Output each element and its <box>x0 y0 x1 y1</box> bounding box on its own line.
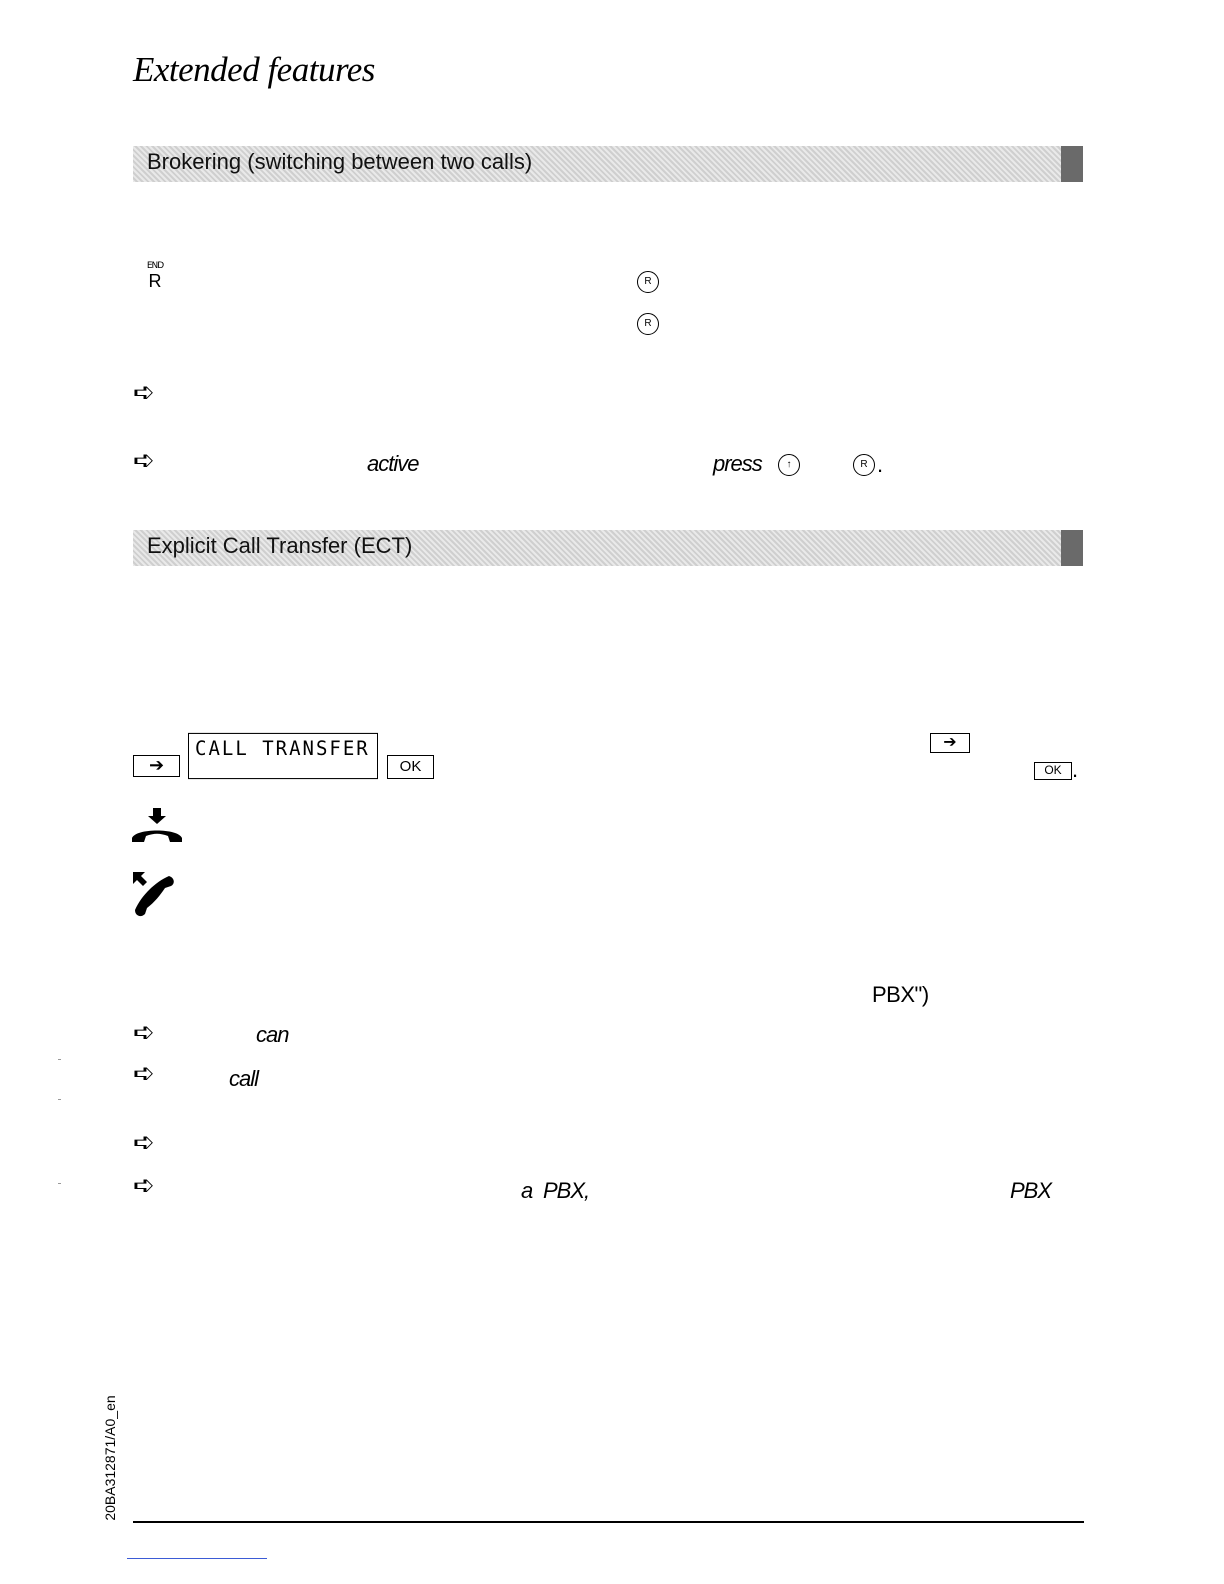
ok-key-icon: OK <box>1034 762 1072 780</box>
section-bar-end <box>1061 530 1083 566</box>
circle-r-key-icon: R <box>637 313 659 335</box>
word-press: press <box>713 451 762 476</box>
word-active: active <box>367 451 419 476</box>
handset-down-icon <box>130 808 184 844</box>
period: . <box>877 452 883 477</box>
word-can: can <box>256 1022 289 1047</box>
margin-tick <box>58 1183 61 1184</box>
note-arrow-icon: ➪ <box>133 1018 155 1048</box>
handset-up-icon <box>131 868 177 918</box>
circle-r-key-icon: R <box>637 271 659 293</box>
footer-rule <box>133 1521 1084 1523</box>
word-pbx: PBX, <box>543 1178 590 1203</box>
ok-key-icon: OK <box>387 755 434 779</box>
arrow-key-icon: ➔ <box>930 733 970 753</box>
document-code: 20BA312871/A0_en <box>102 1395 118 1521</box>
word-a: a <box>521 1178 533 1203</box>
circle-r-key-icon: R <box>853 454 875 476</box>
page-title: Extended features <box>133 50 375 89</box>
end-r-icon: END R <box>146 261 164 291</box>
note-arrow-icon: ➪ <box>133 1059 155 1089</box>
note-arrow-icon: ➪ <box>133 446 155 476</box>
link-underline[interactable] <box>127 1558 267 1559</box>
section-header-brokering <box>133 146 1083 182</box>
section-title: Brokering (switching between two calls) <box>147 149 533 174</box>
word-call: call <box>229 1066 259 1091</box>
section-title: Explicit Call Transfer (ECT) <box>147 533 413 558</box>
word-pbx: PBX <box>1010 1178 1052 1203</box>
section-header-ect <box>133 530 1083 566</box>
note-arrow-icon: ➪ <box>133 1128 155 1158</box>
pbx-quote: PBX") <box>872 982 929 1007</box>
up-key-icon: ↑ <box>778 454 800 476</box>
margin-tick <box>58 1099 61 1100</box>
display-call-transfer: CALL TRANSFER <box>188 733 378 779</box>
note-arrow-icon: ➪ <box>133 378 155 408</box>
period: . <box>1072 757 1078 782</box>
arrow-key-icon: ➔ <box>133 755 180 777</box>
section-bar-end <box>1061 146 1083 182</box>
margin-tick <box>58 1059 61 1060</box>
note-arrow-icon: ➪ <box>133 1171 155 1201</box>
